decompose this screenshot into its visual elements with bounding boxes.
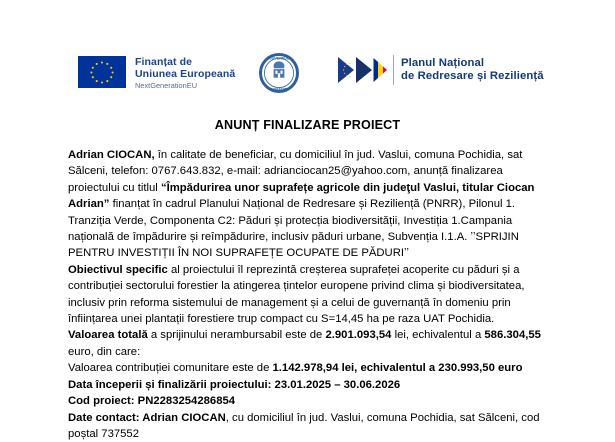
project-title: “Împădurirea unor suprafețe agricole din judeţul Vaslui, titular Ciocan Adrian” xyxy=(68,182,534,210)
pnrr-logo-divider xyxy=(393,55,394,85)
specific-objective-text: al proiectului îl reprezintă creșterea suprafeței acoperite cu păduri și a contribuției sectorului forestier la atingerea țintelor europene privind clima și biodiversitatea, inclusiv prin reforma sistemului de management și a celui de guvernanță în domeniu prin înființarea unei plantații forestiere trup compact cu S=14,45 ha pe raza UAT Pochidia. xyxy=(68,264,525,325)
eu-stars-icon xyxy=(78,56,126,88)
project-dates-label: Data începerii și finalizării proiectului: xyxy=(68,379,271,391)
paragraph-project-dates xyxy=(68,377,542,393)
paragraph-beneficiary-text1: în calitate de beneficiar, cu domiciliul în jud. Vaslui, comuna Pochidia, sat Sălceni, telefon: 0767.643.832, e-mail: adrianciocan25@yahoo.com, anunță finalizarea proiectului cu titlul xyxy=(68,149,522,194)
total-value-text3: euro, din care: xyxy=(68,346,140,358)
beneficiary-name: Adrian CIOCAN, xyxy=(68,149,155,161)
project-dates-value: 23.01.2025 – 30.06.2026 xyxy=(271,379,400,391)
eu-logo-line3: NextGenerationEU xyxy=(135,82,235,90)
paragraph-specific-objective xyxy=(68,262,542,328)
pnrr-logo-line1: Planul Național xyxy=(401,57,544,70)
paragraph-beneficiary-text2: finanțat în cadrul Planului Național de Redresare și Reziliență (PNRR), Pilonul 1. Tranziția Verde, Componenta C2: Păduri și protecția biodiversității, Investiția 1.Campania națională de împădurire și reîmpădurire, inclusiv păduri urbane, Subvenția I.1.A. ʼʼSPRIJIN PENTRU INVESTIȚII ÎN NOI SUPRAFEȚE OCUPATE DE PĂDURIʼʼ xyxy=(68,198,519,259)
contact-name: Adrian CIOCAN xyxy=(140,412,226,424)
pnrr-arrows-icon xyxy=(337,55,389,85)
project-code-value: PN2283254286854 xyxy=(135,395,236,407)
total-value-text2: lei, echivalentul a xyxy=(391,329,484,341)
community-contribution-text: Valoarea contribuției comunitare este de xyxy=(68,362,273,374)
paragraph-total-value xyxy=(68,327,542,360)
pnrr-logo-line2: de Redresare și Reziliență xyxy=(401,70,544,83)
contact-label: Date contact: xyxy=(68,412,140,424)
total-value-lei: 2.901.093,54 xyxy=(325,329,391,341)
contact-text: , cu domiciliul în jud. Vaslui, comuna Pochidia, sat Sălceni, cod poștal 737552 xyxy=(68,412,540,440)
project-code-label: Cod proiect: xyxy=(68,395,135,407)
logo-header-strip xyxy=(0,50,615,100)
paragraph-community-contribution xyxy=(68,360,542,376)
page-title: ANUNȚ FINALIZARE PROIECT xyxy=(0,118,615,132)
pnrr-logo xyxy=(337,55,544,85)
paragraph-project-code xyxy=(68,393,542,409)
paragraph-beneficiary xyxy=(68,147,542,262)
eu-logo-line1: Finanțat de xyxy=(135,57,235,69)
eu-logo-text xyxy=(135,56,235,90)
total-value-text1: a sprijinului nerambursabil este de xyxy=(148,329,326,341)
svg-text:GUVERNUL: GUVERNUL xyxy=(269,56,290,60)
paragraph-contact-details xyxy=(68,410,542,442)
eu-logo-line2: Uniunea Europeană xyxy=(135,69,235,81)
specific-objective-label: Obiectivul specific xyxy=(68,264,168,276)
svg-text:ROMÂNIEI: ROMÂNIEI xyxy=(270,86,288,91)
pnrr-logo-text xyxy=(401,57,544,83)
eu-funding-logo xyxy=(78,56,235,90)
total-value-label: Valoarea totală xyxy=(68,329,148,341)
eu-flag-icon xyxy=(78,56,126,88)
community-contribution-amount: 1.142.978,94 lei, echivalentul a 230.993,50 euro xyxy=(273,362,523,374)
document-body xyxy=(68,147,542,442)
total-value-eur: 586.304,55 xyxy=(484,329,541,341)
romanian-government-seal-icon xyxy=(259,53,299,93)
